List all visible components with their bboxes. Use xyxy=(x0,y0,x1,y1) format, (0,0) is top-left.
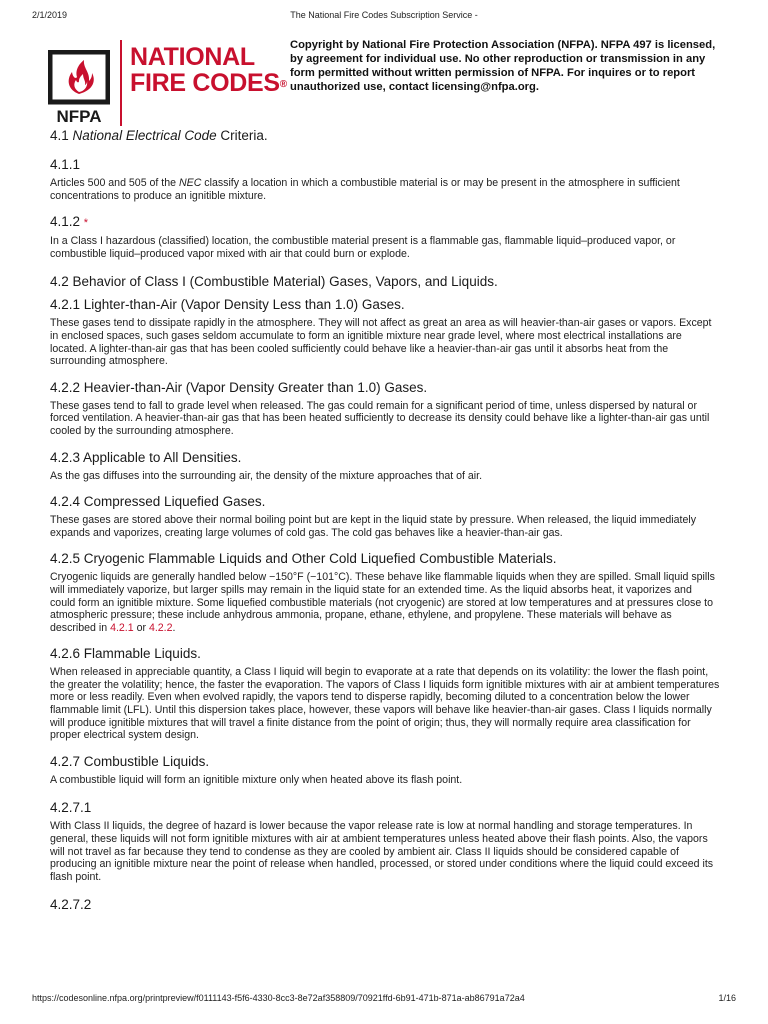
section-4-2-7-1-heading: 4.2.7.1 xyxy=(50,800,92,816)
s411-nec: NEC xyxy=(178,177,202,189)
section-4-1-2-body: In a Class I hazardous (classified) location, the combustible material present is a flammable gas, flammable liquid–produced vapor, or combustible liquid–produced vapor mixed with air that could burn or explode. xyxy=(50,235,676,260)
print-title: The National Fire Codes Subscription Service - xyxy=(290,10,478,20)
section-4-1-1-heading: 4.1.1 xyxy=(50,157,81,172)
ref-link-4-2-2[interactable]: 4.2.2 xyxy=(148,621,173,634)
section-4-2-1-body: These gases tend to dissipate rapidly in the atmosphere. They will not affect as great an area as will heavier-than-air gases or vapors. Except in enclosed spaces, such gases seldom accumulate to form an ignitible mixture near grade level, where most electrical installations are located. A lighter-than-air gas that has been cooled sufficiently could behave like a heavier-than-air gas until it absorbs heat from the surrounding atmosphere. xyxy=(50,317,712,368)
section-4-2-2-body: These gases tend to fall to grade level when released. The gas could remain for a significant period of time, unless dispersed by natural or forced ventilation. A heavier-than-air gas that has been heated sufficiently to decrease its density could behave like a lighter-than-air gas until cooled by the surrounding atmosphere. xyxy=(50,399,710,437)
section-4-2-2-heading: 4.2.2 Heavier-than-Air (Vapor Density Greater than 1.0) Gases. xyxy=(50,379,428,395)
section-4-2-6-body: When released in appreciable quantity, a Class I liquid will begin to evaporate at a rate that depends on its volatility: the lower the flash point, the greater the volatility; hence, the faster the evaporation. The vapors of Class I liquids form ignitible mixtures with air at ambient temperatures more or less readily. Even when evolved rapidly, the vapors tend to disperse rapidly, becoming diluted to a concentration below the lower flammable limit (LFL). Until this dispersion takes place, however, these vapors will behave like heavier-than-air gases. Class I liquids normally will produce ignitible mixtures that will travel a finite distance from the point of origin; thus, they will normally require area classification for proper electrical system design. xyxy=(50,666,720,742)
section-4-2-4-heading: 4.2.4 Compressed Liquefied Gases. xyxy=(50,494,266,510)
section-4-2-5-heading: 4.2.5 Cryogenic Flammable Liquids and Other Cold Liquefied Combustible Materials. xyxy=(50,551,557,567)
section-4-2-5-body xyxy=(50,571,720,634)
section-4-2-7-2-heading: 4.2.7.2 xyxy=(50,897,92,913)
page-number: 1/16 xyxy=(718,993,736,1003)
logo-national: NATIONAL xyxy=(130,43,255,71)
section-4-2-1-heading: 4.2.1 Lighter-than-Air (Vapor Density Less than 1.0) Gases. xyxy=(50,297,405,313)
s425-text: Cryogenic liquids are generally handled below −150°F (−101°C). These behave like flammable liquids when they are spilled. Small liquid spills will immediately vaporize, but larger spills may remain in the liquid state for an extended time. As the liquid absorbs heat, it vaporizes and could form an ignitible mixture. Some liquefied combustible materials (not cryogenic) are stored at low temperatures and at pressures close to atmospheric pressure; these include anhydrous ammonia, propane, ethane, ethylene, and propylene. These materials will behave as described in xyxy=(50,571,715,634)
registered-mark: ® xyxy=(279,79,287,90)
s425-or: or xyxy=(133,621,149,634)
section-4-1-2-heading xyxy=(50,214,720,231)
annex-star-link[interactable]: * xyxy=(83,217,89,230)
section-4-2-3-body: As the gas diffuses into the surrounding air, the density of the mixture approaches that of air. xyxy=(50,469,483,482)
s41-prefix: 4.1 xyxy=(50,128,73,143)
section-4-2-3-heading: 4.2.3 Applicable to All Densities. xyxy=(50,449,242,465)
s425-end: . xyxy=(172,621,176,634)
print-date: 2/1/2019 xyxy=(32,10,68,20)
section-4-1-heading xyxy=(50,128,720,143)
s411-text-a: Articles 500 and 505 of the xyxy=(50,177,179,189)
s41-suffix: Criteria. xyxy=(216,128,268,143)
section-4-1-1-body xyxy=(50,177,720,202)
section-4-2-7-body: A combustible liquid will form an ignitible mixture only when heated above its flash point. xyxy=(50,773,463,786)
national-fire-codes-logo xyxy=(48,36,288,128)
s41-italic: National Electrical Code xyxy=(72,128,217,143)
document-body xyxy=(50,128,720,917)
copyright-notice: Copyright by National Fire Protection Association (NFPA). NFPA 497 is licensed, by agreement for individual use. No other reproduction or transmission in any form permitted without written permission of NFPA. For inquires or to report unauthorized use, contact licensing@nfpa.org. xyxy=(290,39,716,93)
logo-fire-codes xyxy=(130,70,287,96)
print-url: https://codesonline.nfpa.org/printpreview/f0111143-f5f6-4330-8cc3-8e72af358809/70921ffd-6b91-471b-871a-ab86791a72a4 xyxy=(32,993,525,1003)
nfpa-flame-icon xyxy=(48,50,110,126)
ref-link-4-2-1[interactable]: 4.2.1 xyxy=(110,621,134,634)
section-4-2-heading: 4.2 Behavior of Class I (Combustible Material) Gases, Vapors, and Liquids. xyxy=(50,274,498,290)
section-4-2-7-1-body: With Class II liquids, the degree of hazard is lower because the vapor release rate is low at normal handling and storage temperatures. In general, these liquids will not form ignitible mixtures with air at ambient temperatures unless heated above their flash points. Also, the vapors will not travel as far because they tend to condense as they are cooled by ambient air. Class II liquids should be considered capable of producing an ignitible mixture near the point of release when handled, processed, or stored under conditions where the liquid could exceed its flash point. xyxy=(50,820,714,883)
section-4-2-7-heading: 4.2.7 Combustible Liquids. xyxy=(50,753,210,769)
print-header xyxy=(0,10,768,24)
section-4-2-6-heading: 4.2.6 Flammable Liquids. xyxy=(50,646,201,662)
s411-text-b: classify a location in which a combustible material is or may be present in the atmosphere in sufficient concentrations to produce an ignitible mixture. xyxy=(50,177,680,202)
s412-number: 4.1.2 xyxy=(50,214,81,230)
logo-fire-codes-text: FIRE CODES xyxy=(130,69,280,97)
logo-divider xyxy=(120,40,122,126)
print-footer xyxy=(0,993,768,1007)
section-4-2-4-body: These gases are stored above their normal boiling point but are kept in the liquid state by pressure. When released, the liquid immediately expands and vaporizes, creating large volumes of cold gas. The cold gas behaves like a heavier-than-air gas. xyxy=(50,514,696,539)
nfpa-mark-text: NFPA xyxy=(56,107,102,126)
